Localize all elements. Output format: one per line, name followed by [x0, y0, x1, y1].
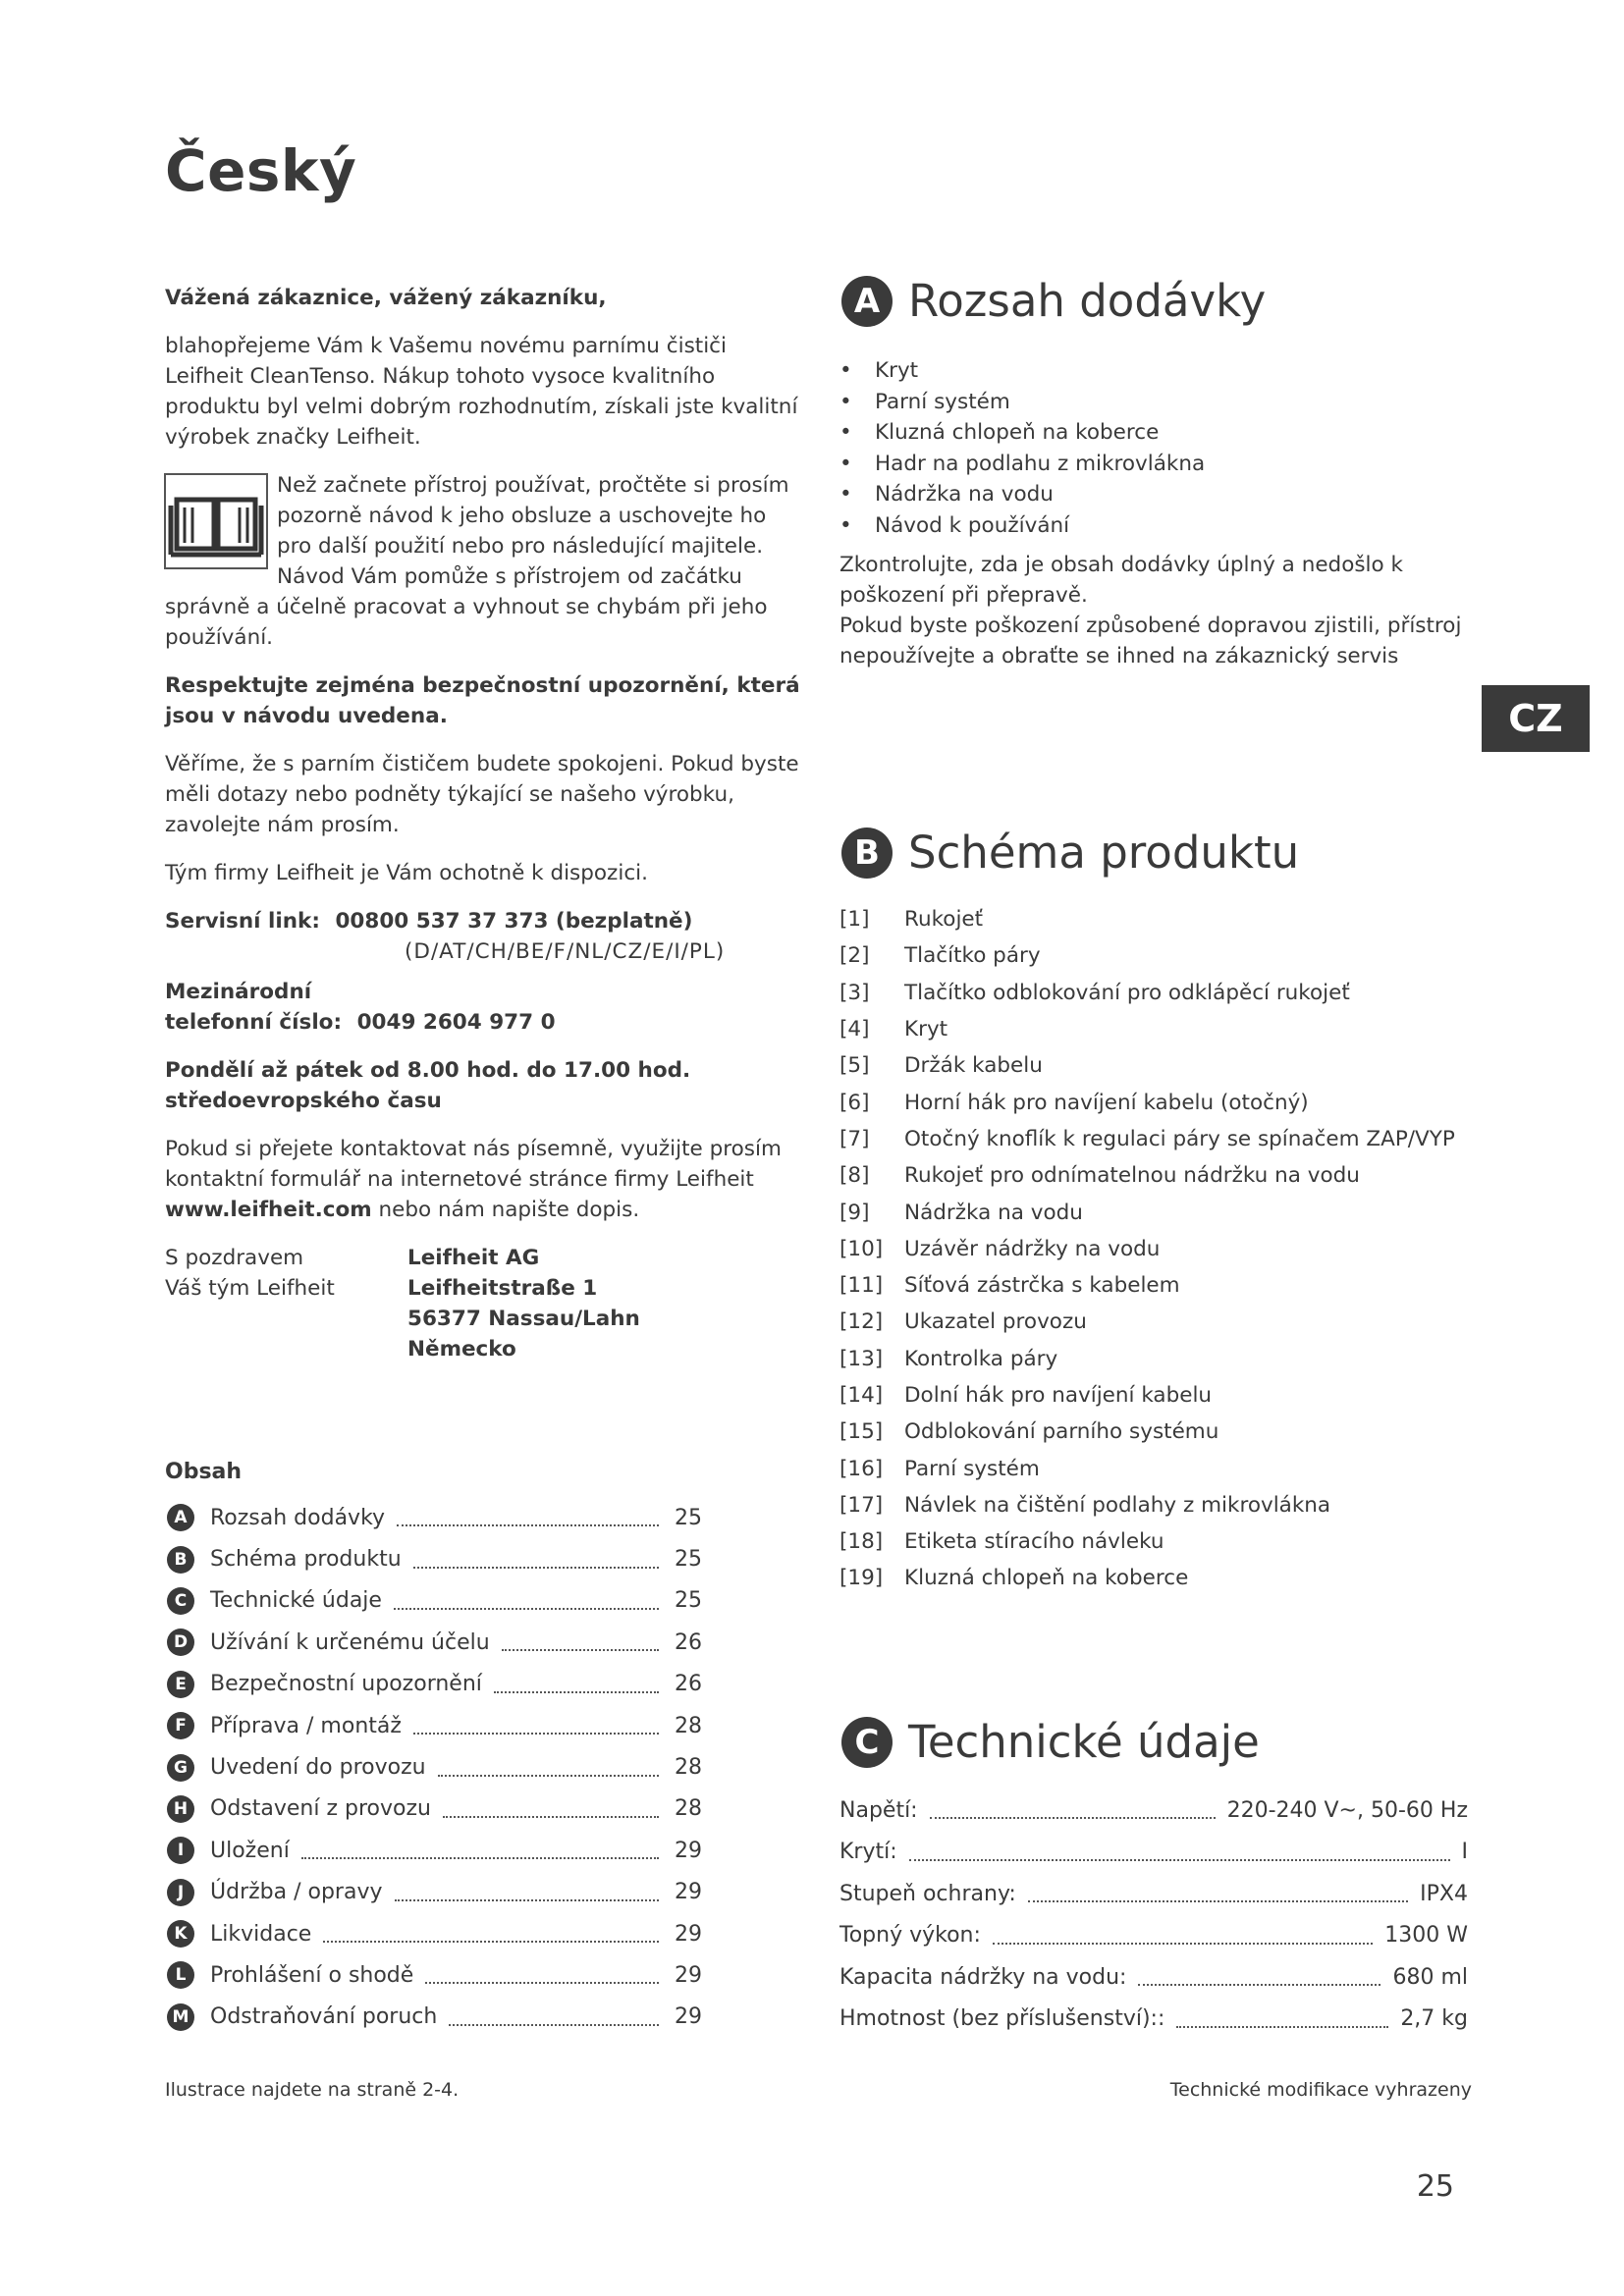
service-countries: (D/AT/CH/BE/F/NL/CZ/E/I/PL)	[405, 939, 726, 964]
part-label: Nádržka na vodu	[904, 1200, 1083, 1225]
tech-dots	[930, 1817, 1216, 1819]
toc-badge: K	[167, 1920, 194, 1948]
tech-dots	[1138, 1984, 1380, 1986]
list-item: • Hadr na podlahu z mikrovlákna	[838, 449, 1205, 480]
toc-badge: L	[167, 1961, 194, 1989]
part-label: Síťová zástrčka s kabelem	[904, 1273, 1180, 1299]
page-title: Český	[165, 137, 357, 204]
toc-label: Uvedení do provozu	[210, 1755, 426, 1781]
toc-badge: M	[167, 2003, 194, 2031]
toc-dots	[413, 1733, 659, 1735]
signature-block	[165, 1243, 803, 1364]
toc-badge: C	[167, 1587, 194, 1615]
section-b-heading	[841, 827, 1299, 879]
section-c-badge: C	[841, 1717, 893, 1768]
intro-paragraph-2-text: Než začnete přístroj používat, pročtěte si prosím pozorně návod k jeho obsluze a uschovejte ho pro další použití nebo pro následující majitele. Návod Vám pomůže s přístrojem od začátku správně a účelně pracovat a vyhnout se chybám při jeho používání.	[165, 473, 789, 650]
part-label: Ukazatel provozu	[904, 1309, 1087, 1335]
regards	[165, 1243, 407, 1364]
intl-number: 0049 2604 977 0	[356, 1010, 556, 1035]
tech-row	[839, 1999, 1468, 2041]
delivery-note	[839, 550, 1478, 671]
part-number: [7]	[839, 1126, 870, 1151]
toc-item[interactable]	[167, 1913, 702, 1954]
toc-badge: A	[167, 1504, 194, 1531]
toc-dots	[301, 1857, 659, 1859]
tech-value: I	[1461, 1840, 1468, 1865]
table-of-contents	[167, 1497, 702, 2038]
section-b-badge: B	[841, 828, 893, 879]
toc-dots	[397, 1524, 659, 1526]
part-label: Návlek na čištění podlahy z mikrovlákna	[904, 1492, 1331, 1518]
toc-item[interactable]	[167, 1997, 702, 2038]
part-number: [2]	[839, 943, 870, 969]
toc-page: 26	[675, 1629, 702, 1655]
part-number: [8]	[839, 1163, 870, 1189]
toc-page: 29	[675, 1962, 702, 1988]
part-label: Odblokování parního systému	[904, 1419, 1219, 1445]
delivery-note-2: Pokud byste poškození způsobené dopravou zjistili, přístroj nepoužívejte a obraťte se ihned na zákaznický servis	[839, 614, 1462, 668]
tech-dots	[909, 1859, 1450, 1861]
toc-page: 25	[675, 1588, 702, 1614]
toc-badge: E	[167, 1671, 194, 1698]
toc-label: Technické údaje	[210, 1588, 382, 1614]
part-number: [11]	[839, 1273, 884, 1299]
tech-value: 2,7 kg	[1400, 2006, 1468, 2032]
part-row	[839, 1267, 1455, 1304]
part-row	[839, 1487, 1455, 1523]
tech-label: Stupeň ochrany:	[839, 1881, 1016, 1906]
section-a-heading	[841, 275, 1266, 327]
part-row	[839, 1047, 1455, 1084]
toc-item[interactable]	[167, 1872, 702, 1913]
tech-row	[839, 1789, 1468, 1832]
tech-row	[839, 1832, 1468, 1874]
language-tab: CZ	[1482, 685, 1590, 752]
part-number: [16]	[839, 1456, 884, 1481]
part-row	[839, 1231, 1455, 1267]
regards-line-1: S pozdravem	[165, 1246, 304, 1270]
part-label: Držák kabelu	[904, 1053, 1043, 1079]
toc-badge: D	[167, 1629, 194, 1656]
part-number: [9]	[839, 1200, 870, 1225]
list-item: • Kluzná chlopeň na koberce	[838, 417, 1205, 449]
toc-badge: H	[167, 1795, 194, 1823]
part-label: Tlačítko páry	[904, 943, 1041, 969]
toc-page: 28	[675, 1796, 702, 1822]
intro-paragraph-1: blahopřejeme Vám k Vašemu novému parnímu čističi Leifheit CleanTenso. Nákup tohoto vysoce kvalitního produktu byl velmi dobrým rozhodnutím, získali jste kvalitní výrobek značky Leifheit.	[165, 334, 798, 450]
part-label: Kryt	[904, 1017, 948, 1042]
technical-data-table	[839, 1789, 1468, 2040]
list-item: • Nádržka na vodu	[838, 479, 1205, 510]
part-label: Rukojeť pro odnímatelnou nádržku na vodu	[904, 1163, 1360, 1189]
toc-label: Likvidace	[210, 1921, 312, 1947]
contact-text-2: nebo nám napište dopis.	[378, 1198, 640, 1222]
website-link[interactable]: www.leifheit.com	[165, 1198, 372, 1222]
part-label: Horní hák pro navíjení kabelu (otočný)	[904, 1090, 1309, 1115]
part-number: [1]	[839, 907, 870, 933]
part-row	[839, 1341, 1455, 1377]
part-label: Dolní hák pro navíjení kabelu	[904, 1383, 1213, 1408]
delivery-list	[838, 355, 1205, 541]
part-number: [15]	[839, 1419, 884, 1445]
toc-item[interactable]	[167, 1830, 702, 1871]
tech-value: 680 ml	[1392, 1964, 1468, 1990]
product-parts-list	[839, 901, 1455, 1597]
part-row	[839, 1194, 1455, 1230]
toc-badge: B	[167, 1546, 194, 1574]
part-number: [17]	[839, 1492, 884, 1518]
part-number: [6]	[839, 1090, 870, 1115]
part-number: [19]	[839, 1566, 884, 1591]
intro-paragraph-4: Věříme, že s parním čističem budete spokojeni. Pokud byste měli dotazy nebo podněty týkající se našeho výrobku, zavolejte nám prosím.	[165, 752, 799, 837]
part-row	[839, 1560, 1455, 1596]
toc-badge: J	[167, 1879, 194, 1906]
part-number: [5]	[839, 1053, 870, 1079]
toc-dots	[494, 1691, 659, 1693]
section-a-badge: A	[841, 276, 893, 327]
toc-label: Příprava / montáž	[210, 1713, 402, 1738]
part-number: [4]	[839, 1017, 870, 1042]
toc-label: Prohlášení o shodě	[210, 1962, 414, 1988]
part-row	[839, 1157, 1455, 1194]
greeting: Vážená zákaznice, vážený zákazníku,	[165, 286, 607, 310]
toc-page: 29	[675, 2004, 702, 2030]
company-country: Německo	[407, 1337, 516, 1362]
tech-label: Kapacita nádržky na vodu:	[839, 1964, 1127, 1990]
toc-item[interactable]	[167, 1954, 702, 1996]
delivery-note-1: Zkontrolujte, zda je obsah dodávky úplný a nedošlo k poškození při přepravě.	[839, 553, 1403, 608]
part-row	[839, 901, 1455, 937]
intro-paragraph-5: Tým firmy Leifheit je Vám ochotně k dispozici.	[165, 861, 648, 885]
service-number: 00800 537 37 373 (bezplatně)	[335, 909, 693, 934]
contact-text-1: Pokud si přejete kontaktovat nás písemně, využijte prosím kontaktní formulář na internetové stránce firmy Leifheit	[165, 1137, 782, 1192]
tech-value: 1300 W	[1384, 1923, 1468, 1949]
part-number: [12]	[839, 1309, 884, 1335]
section-a-title: Rozsah dodávky	[908, 275, 1267, 327]
tech-row	[839, 1915, 1468, 1957]
part-label: Rukojeť	[904, 907, 984, 933]
toc-label: Schéma produktu	[210, 1547, 402, 1573]
part-label: Etiketa stíracího návleku	[904, 1529, 1164, 1555]
section-c-title: Technické údaje	[908, 1716, 1260, 1768]
toc-badge: G	[167, 1754, 194, 1782]
part-label: Tlačítko odblokování pro odklápěcí rukojeť	[904, 980, 1350, 1005]
toc-label: Rozsah dodávky	[210, 1505, 386, 1530]
toc-dots	[449, 2024, 659, 2026]
toc-page: 28	[675, 1713, 702, 1738]
part-row	[839, 1084, 1455, 1120]
tech-dots	[1028, 1900, 1408, 1902]
toc-dots	[323, 1941, 659, 1943]
toc-label: Užívání k určenému účelu	[210, 1629, 490, 1655]
tech-value: IPX4	[1420, 1881, 1468, 1906]
toc-label: Uložení	[210, 1838, 290, 1863]
list-item: • Kryt	[838, 355, 1205, 387]
part-row	[839, 1304, 1455, 1340]
intl-label-2: telefonní číslo:	[165, 1010, 343, 1035]
part-row	[839, 975, 1455, 1011]
company-city: 56377 Nassau/Lahn	[407, 1307, 640, 1331]
list-item: • Parní systém	[838, 387, 1205, 418]
toc-item[interactable]	[167, 1789, 702, 1830]
illustration-note: Ilustrace najdete na straně 2-4.	[165, 2079, 460, 2101]
office-hours: Pondělí až pátek od 8.00 hod. do 17.00 hod. středoevropského času	[165, 1058, 691, 1113]
toc-dots	[413, 1567, 659, 1569]
part-number: [14]	[839, 1383, 884, 1408]
toc-item[interactable]	[167, 1622, 702, 1663]
tech-row	[839, 1956, 1468, 1999]
toc-page: 25	[675, 1505, 702, 1530]
regards-line-2: Váš tým Leifheit	[165, 1276, 335, 1301]
toc-dots	[502, 1649, 659, 1651]
part-number: [18]	[839, 1529, 884, 1555]
part-row	[839, 1121, 1455, 1157]
part-number: [10]	[839, 1236, 884, 1261]
toc-label: Odstraňování poruch	[210, 2004, 438, 2030]
part-number: [3]	[839, 980, 870, 1005]
part-label: Otočný knoflík k regulaci páry se spínačem ZAP/VYP	[904, 1126, 1455, 1151]
part-number: [13]	[839, 1346, 884, 1371]
part-label: Kontrolka páry	[904, 1346, 1058, 1371]
toc-item[interactable]	[167, 1664, 702, 1705]
intro-paragraph-2	[165, 470, 803, 653]
toc-badge: F	[167, 1712, 194, 1739]
section-c-heading	[841, 1716, 1260, 1768]
part-row	[839, 937, 1455, 974]
service-link	[165, 906, 803, 936]
intl-phone	[165, 1007, 803, 1038]
safety-note: Respektujte zejména bezpečnostní upozornění, která jsou v návodu uvedena.	[165, 673, 800, 728]
part-row	[839, 1523, 1455, 1560]
tech-dots	[1176, 2026, 1388, 2028]
part-label: Uzávěr nádržky na vodu	[904, 1236, 1161, 1261]
contents-title: Obsah	[165, 1460, 243, 1484]
toc-label: Odstavení z provozu	[210, 1796, 431, 1822]
intro-column	[165, 283, 803, 1364]
toc-dots	[443, 1816, 659, 1818]
service-label: Servisní link:	[165, 909, 320, 934]
toc-item[interactable]	[167, 1538, 702, 1579]
company-address	[407, 1243, 640, 1364]
toc-dots	[425, 1982, 659, 1984]
modification-note: Technické modifikace vyhrazeny	[1169, 2079, 1472, 2101]
toc-item[interactable]	[167, 1705, 702, 1746]
toc-dots	[438, 1775, 659, 1777]
tech-label: Hmotnost (bez příslušenství)::	[839, 2006, 1165, 2032]
tech-label: Topný výkon:	[839, 1923, 981, 1949]
toc-page: 29	[675, 1880, 702, 1905]
section-b-title: Schéma produktu	[908, 827, 1300, 879]
toc-page: 25	[675, 1547, 702, 1573]
read-manual-icon	[163, 472, 269, 570]
part-row	[839, 1414, 1455, 1450]
tech-dots	[993, 1943, 1373, 1945]
tech-label: Napětí:	[839, 1797, 918, 1823]
tech-value: 220-240 V~, 50-60 Hz	[1226, 1797, 1468, 1823]
part-row	[839, 1011, 1455, 1047]
toc-page: 29	[675, 1838, 702, 1863]
toc-badge: I	[167, 1837, 194, 1864]
company-name: Leifheit AG	[407, 1246, 540, 1270]
toc-dots	[394, 1608, 659, 1610]
toc-page: 28	[675, 1755, 702, 1781]
toc-page: 29	[675, 1921, 702, 1947]
toc-item[interactable]	[167, 1580, 702, 1622]
toc-label: Bezpečnostní upozornění	[210, 1672, 482, 1697]
part-row	[839, 1377, 1455, 1414]
toc-page: 26	[675, 1672, 702, 1697]
contact-paragraph	[165, 1134, 803, 1225]
part-label: Parní systém	[904, 1456, 1040, 1481]
toc-item[interactable]	[167, 1497, 702, 1538]
intl-label-1: Mezinárodní	[165, 980, 312, 1004]
page-number: 25	[1416, 2169, 1454, 2204]
company-street: Leifheitstraße 1	[407, 1276, 598, 1301]
toc-item[interactable]	[167, 1746, 702, 1788]
list-item: • Návod k používání	[838, 510, 1205, 542]
part-row	[839, 1450, 1455, 1486]
part-label: Kluzná chlopeň na koberce	[904, 1566, 1189, 1591]
tech-row	[839, 1873, 1468, 1915]
toc-dots	[395, 1899, 660, 1901]
tech-label: Krytí:	[839, 1840, 897, 1865]
toc-label: Údržba / opravy	[210, 1880, 383, 1905]
